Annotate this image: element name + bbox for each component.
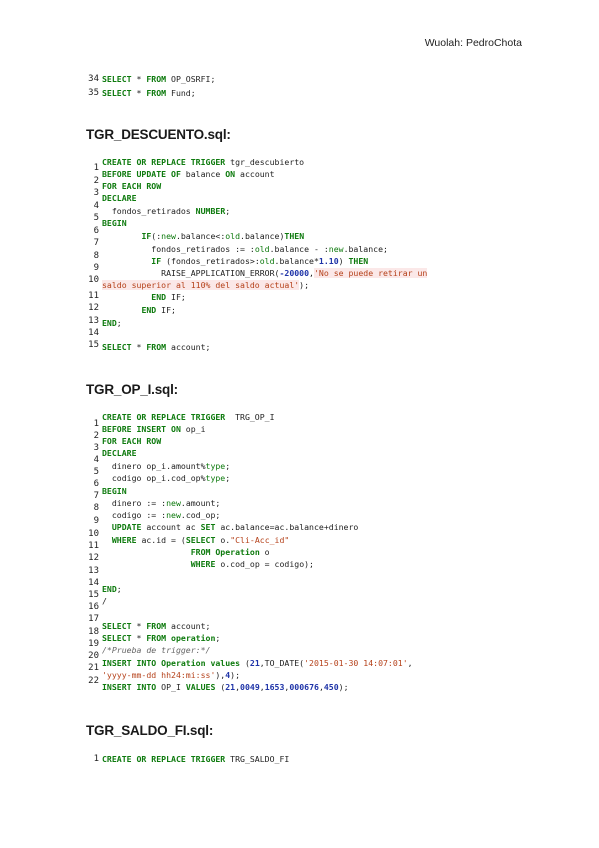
line-number: 7 (93, 238, 99, 248)
code-line: IF (fondos_retirados>:old.balance*1.10) THEN (151, 256, 369, 266)
code-line: BEGIN (102, 486, 127, 496)
document-author: Wuolah: PedroChota (424, 37, 522, 49)
line-number: 5 (93, 213, 99, 223)
code-line: END; (102, 584, 122, 594)
code-line: dinero op_i.amount%type; (102, 461, 231, 471)
code-line: dinero := :new.amount; (102, 498, 221, 508)
code-line: SELECT * FROM operation; (102, 633, 221, 643)
line-number: 16 (88, 602, 99, 612)
line-number: 12 (88, 303, 99, 313)
line-number: 34 (88, 74, 99, 84)
line-number: 11 (88, 291, 99, 301)
line-number: 14 (88, 328, 99, 338)
line-number: 15 (88, 590, 99, 600)
line-number: 7 (93, 491, 99, 501)
code-line-continuation: 'yyyy-mm-dd hh24:mi:ss'),4); (102, 670, 241, 680)
line-number: 4 (93, 201, 99, 211)
line-number: 18 (88, 627, 99, 637)
code-line: DECLARE (102, 448, 137, 458)
line-number: 22 (88, 676, 99, 686)
line-number: 2 (93, 176, 99, 186)
code-line: CREATE OR REPLACE TRIGGER tgr_descubierto (102, 157, 305, 167)
line-number: 1 (93, 419, 99, 429)
line-number: 13 (88, 316, 99, 326)
section-heading: TGR_OP_I.sql: (86, 382, 178, 397)
code-line: SELECT * FROM OP_OSRFI; (102, 74, 216, 84)
code-line: / (102, 596, 107, 606)
line-number: 6 (93, 226, 99, 236)
section-heading: TGR_SALDO_FI.sql: (86, 723, 214, 738)
code-line: CREATE OR REPLACE TRIGGER TRG_OP_I (102, 412, 275, 422)
code-line-continuation: saldo superior al 110% del saldo actual'); (102, 280, 310, 290)
line-number: 6 (93, 479, 99, 489)
code-line: DECLARE (102, 193, 137, 203)
line-number: 10 (88, 275, 99, 285)
line-number: 8 (93, 503, 99, 513)
line-number: 3 (93, 188, 99, 198)
code-line: fondos_retirados NUMBER; (102, 206, 231, 216)
line-number: 11 (88, 541, 99, 551)
line-number: 5 (93, 467, 99, 477)
line-number: 15 (88, 340, 99, 350)
code-line: FOR EACH ROW (102, 181, 162, 191)
code-line: SELECT * FROM Fund; (102, 88, 196, 98)
line-number: 12 (88, 553, 99, 563)
code-line: SELECT * FROM account; (102, 342, 211, 352)
line-number: 14 (88, 578, 99, 588)
section-heading: TGR_DESCUENTO.sql: (86, 127, 231, 142)
code-line: END; (102, 318, 122, 328)
code-line: INSERT INTO Operation values (21,TO_DATE('2015-01-30 14:07:01', (102, 658, 413, 668)
line-number: 4 (93, 455, 99, 465)
line-number: 10 (88, 529, 99, 539)
code-line: WHERE o.cod_op = codigo); (190, 559, 314, 569)
line-number: 9 (93, 263, 99, 273)
line-number: 8 (93, 251, 99, 261)
code-line: IF(:new.balance<:old.balance)THEN (141, 231, 305, 241)
line-number: 17 (88, 614, 99, 624)
line-number: 21 (88, 663, 99, 673)
code-line: FROM Operation o (190, 547, 270, 557)
code-line: fondos_retirados := :old.balance - :new.balance; (102, 244, 388, 254)
line-number: 2 (93, 431, 99, 441)
code-line: CREATE OR REPLACE TRIGGER TRG_SALDO_FI (102, 754, 290, 764)
line-number: 1 (93, 163, 99, 173)
code-line: WHERE ac.id = (SELECT o."Cli-Acc_id" (111, 535, 290, 545)
line-number: 9 (93, 516, 99, 526)
code-line: codigo op_i.cod_op%type; (102, 473, 231, 483)
line-number: 3 (93, 443, 99, 453)
code-line: BEFORE UPDATE OF balance ON account (102, 169, 275, 179)
code-line: SELECT * FROM account; (102, 621, 211, 631)
code-line: END IF; (151, 292, 186, 302)
code-line: END IF; (141, 305, 176, 315)
code-line: BEGIN (102, 218, 127, 228)
line-number: 1 (93, 754, 99, 764)
line-number: 20 (88, 651, 99, 661)
code-line: UPDATE account ac SET ac.balance=ac.balance+dinero (111, 522, 359, 532)
line-number: 35 (88, 88, 99, 98)
line-number: 19 (88, 639, 99, 649)
code-line: BEFORE INSERT ON op_i (102, 424, 206, 434)
line-number: 13 (88, 566, 99, 576)
code-line: INSERT INTO OP_I VALUES (21,0049,1653,000676,450); (102, 682, 349, 692)
code-line: codigo := :new.cod_op; (102, 510, 221, 520)
code-line: /*Prueba de trigger:*/ (102, 645, 211, 655)
code-line: RAISE_APPLICATION_ERROR(-20000,'No se puede retirar un (102, 268, 428, 278)
code-line: FOR EACH ROW (102, 436, 162, 446)
